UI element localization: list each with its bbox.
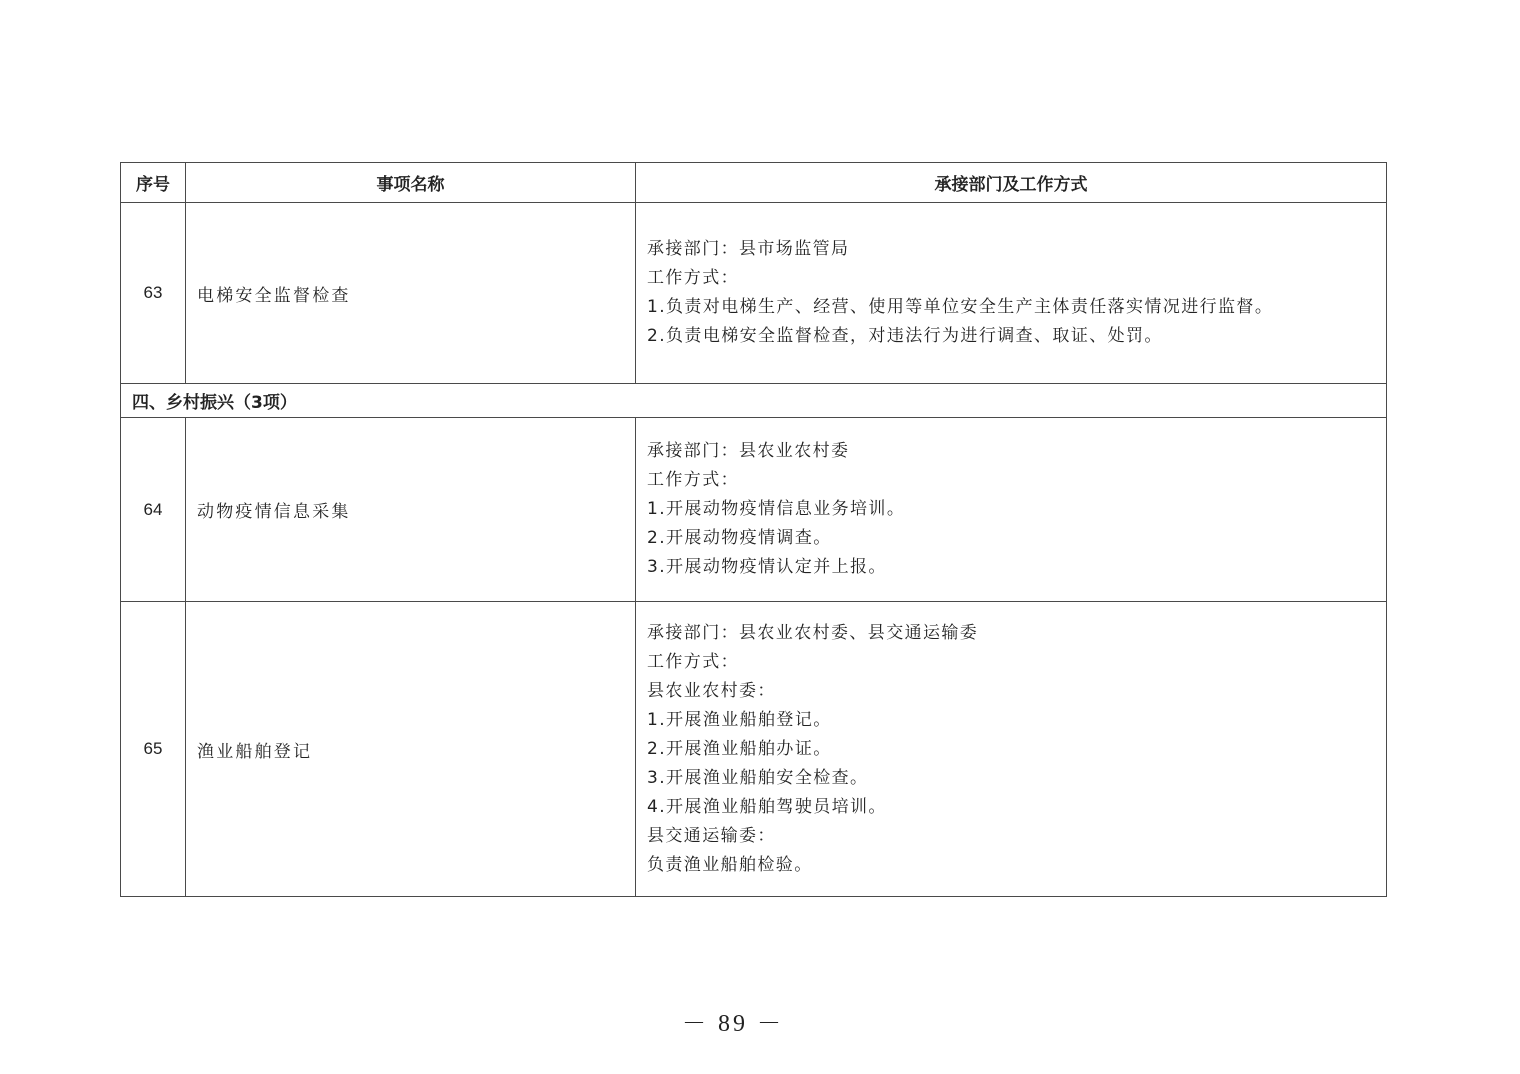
detail-line: 承接部门：县农业农村委 <box>647 441 850 461</box>
items-table <box>120 162 1387 897</box>
detail-line: 3.开展渔业船舶安全检查。 <box>647 767 869 788</box>
table-row <box>121 418 1387 602</box>
table-header-row <box>121 163 1387 203</box>
section-title: 四、乡村振兴（3项） <box>121 384 1387 418</box>
detail-line: 负责渔业船舶检验。 <box>647 854 813 875</box>
row-detail <box>636 418 1387 602</box>
row-detail <box>636 602 1387 897</box>
detail-line: 2.开展渔业船舶办证。 <box>647 738 832 759</box>
table-row <box>121 203 1387 384</box>
detail-line: 承接部门：县农业农村委、县交通运输委 <box>647 622 979 643</box>
page-number: － 89 － <box>682 1011 784 1037</box>
table-row <box>121 602 1387 897</box>
detail-line: 工作方式： <box>647 470 739 490</box>
section-row <box>121 384 1387 418</box>
row-name: 电梯安全监督检查 <box>186 203 636 384</box>
detail-line: 4.开展渔业船舶驾驶员培训。 <box>647 796 887 817</box>
detail-line: 2.负责电梯安全监督检查，对违法行为进行调查、取证、处罚。 <box>647 326 1163 346</box>
detail-line: 承接部门：县市场监管局 <box>647 239 850 259</box>
detail-line: 县交通运输委： <box>647 825 776 846</box>
row-num: 65 <box>121 602 186 897</box>
header-num: 序号 <box>121 163 186 203</box>
row-name: 渔业船舶登记 <box>186 602 636 897</box>
detail-line: 1.负责对电梯生产、经营、使用等单位安全生产主体责任落实情况进行监督。 <box>647 297 1274 317</box>
header-name: 事项名称 <box>186 163 636 203</box>
detail-line: 县农业农村委： <box>647 680 776 701</box>
row-name: 动物疫情信息采集 <box>186 418 636 602</box>
detail-line: 1.开展渔业船舶登记。 <box>647 709 832 730</box>
detail-line: 3.开展动物疫情认定并上报。 <box>647 557 887 577</box>
detail-line: 1.开展动物疫情信息业务培训。 <box>647 499 906 519</box>
row-num: 63 <box>121 203 186 384</box>
detail-line: 工作方式： <box>647 268 739 288</box>
detail-line: 2.开展动物疫情调查。 <box>647 528 832 548</box>
detail-line: 工作方式： <box>647 651 739 672</box>
header-detail: 承接部门及工作方式 <box>636 163 1387 203</box>
row-detail <box>636 203 1387 384</box>
row-num: 64 <box>121 418 186 602</box>
